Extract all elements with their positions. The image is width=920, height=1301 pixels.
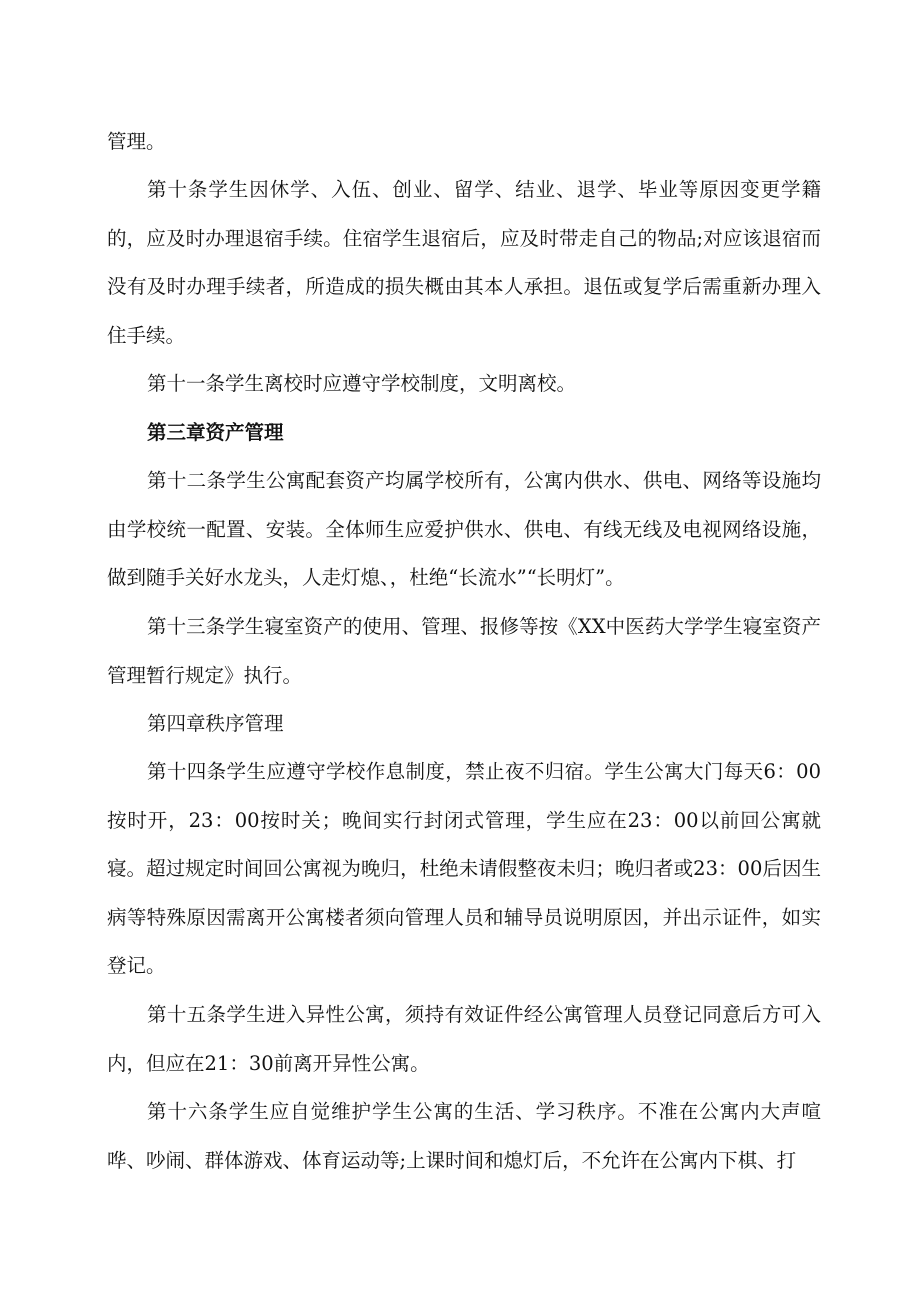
paragraph-article-15: 第十五条学生进入异性公寓，须持有效证件经公寓管理人员登记同意后方可入内，但应在21：30前离开异性公寓。: [107, 1003, 821, 1075]
chapter-heading-3: 第三章资产管理: [147, 421, 284, 444]
paragraph-continuation: 管理。: [107, 130, 166, 153]
paragraph-article-16: 第十六条学生应自觉维护学生公寓的生活、学习秩序。不准在公寓内大声喧哗、吵闹、群体游戏、体育运动等;上课时间和熄灯后，不允许在公寓内下棋、打: [107, 1100, 821, 1172]
paragraph-article-13: 第十三条学生寝室资产的使用、管理、报修等按《XX中医药大学学生寝室资产管理暂行规定》执行。: [107, 615, 821, 687]
chapter-heading-4: 第四章秩序管理: [147, 712, 284, 735]
paragraph-article-12: 第十二条学生公寓配套资产均属学校所有，公寓内供水、供电、网络等设施均由学校统一配置、安装。全体师生应爱护供水、供电、有线无线及电视网络设施，做到随手关好水龙头，人走灯熄、，杜绝“长流水”“长明灯”。: [107, 469, 821, 589]
paragraph-article-10: 第十条学生因休学、入伍、创业、留学、结业、退学、毕业等原因变更学籍的，应及时办理退宿手续。住宿学生退宿后，应及时带走自己的物品;对应该退宿而没有及时办理手续者，所造成的损失概由其本人承担。退伍或复学后需重新办理入住手续。: [107, 178, 821, 347]
paragraph-article-11: 第十一条学生离校时应遵守学校制度，文明离校。: [147, 372, 577, 395]
paragraph-article-14: 第十四条学生应遵守学校作息制度，禁止夜不归宿。学生公寓大门每天6：00按时开，23：00按时关；晚间实行封闭式管理，学生应在23：00以前回公寓就寝。超过规定时间回公寓视为晚归，杜绝未请假整夜未归；晚归者或23：00后因生病等特殊原因需离开公寓楼者须向管理人员和辅导员说明原因，并出示证件，如实登记。: [107, 760, 821, 977]
